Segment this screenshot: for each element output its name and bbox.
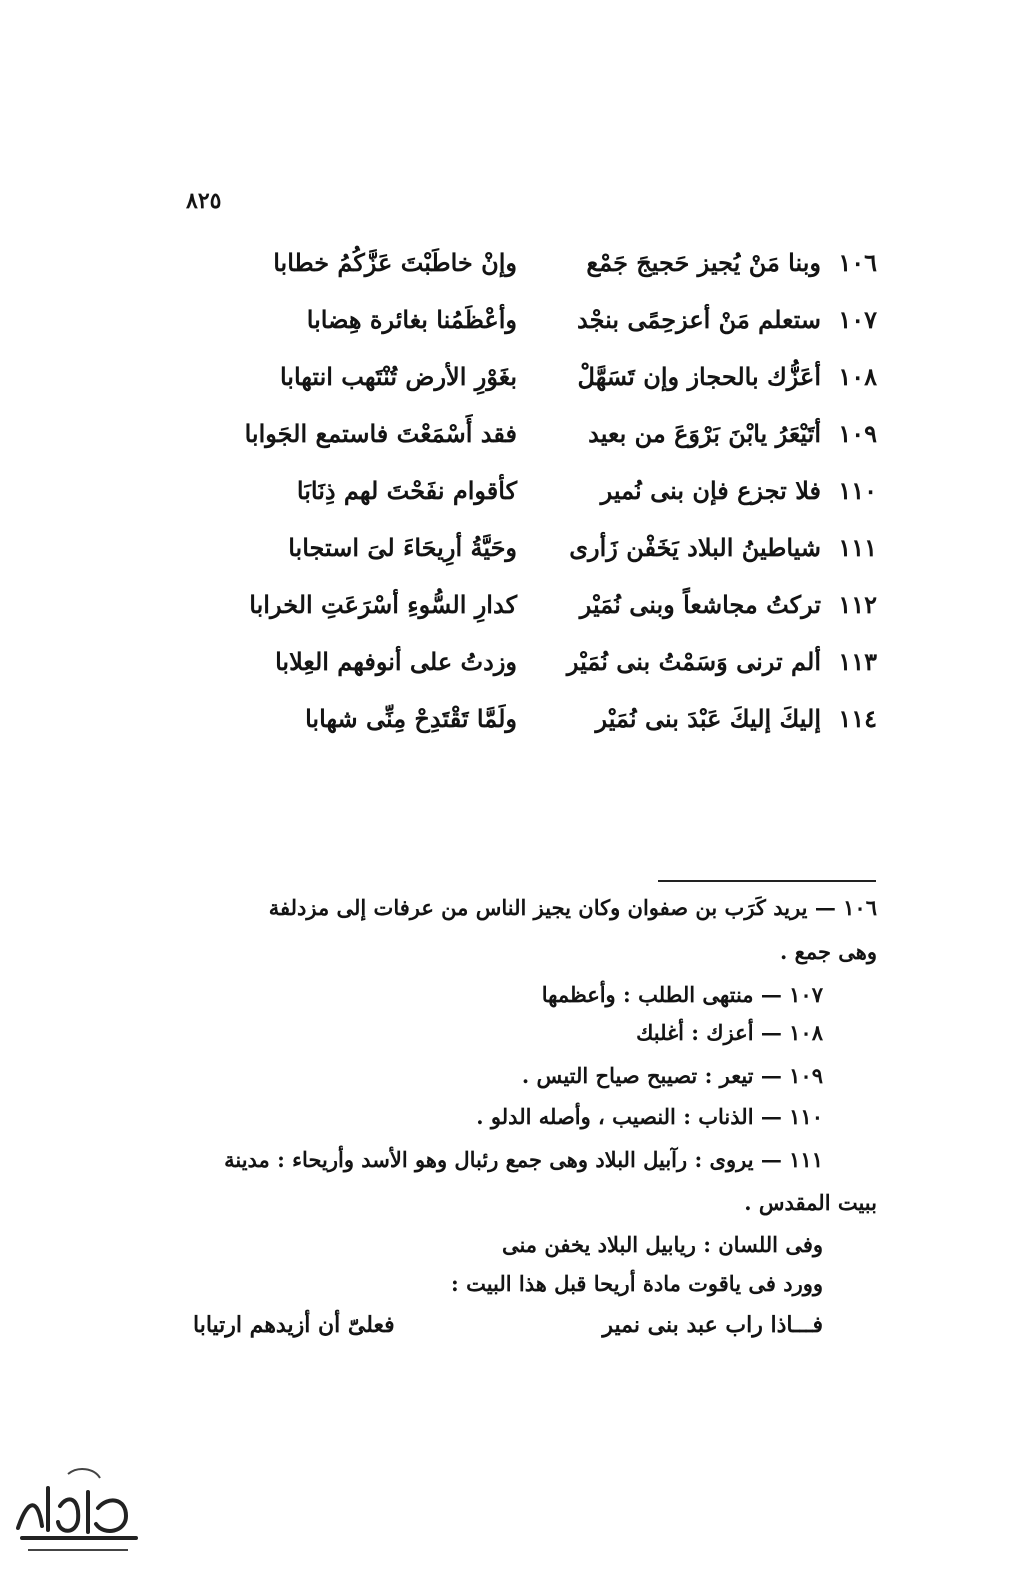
verse-number: ١٠٦ [838, 248, 877, 277]
footnote-line: وهى جمع . [780, 939, 877, 964]
page-number: ٨٢٥ [186, 188, 222, 214]
verse-first-hemistich: أعَزُّك بالحجاز وإن تَسَهَّلْ [577, 362, 821, 391]
verse-line [227, 643, 877, 683]
verse-first-hemistich: وبنا مَنْ يُجيز حَجيجَ جَمْع [586, 248, 821, 277]
verse-first-hemistich: أتَيْعَرُ يابْنَ بَرْوَعَ من بعيد [588, 419, 821, 448]
verse-number: ١١٤ [838, 704, 877, 733]
verse-line [227, 244, 877, 284]
footnote-line: وورد فى ياقوت مادة أريحا قبل هذا البيت : [451, 1271, 823, 1296]
verse-line [227, 358, 877, 398]
verse-second-hemistich: ولَمَّا تَقْتَدِحْ مِنِّى شهابا [305, 704, 517, 733]
verse-number: ١١٢ [838, 590, 877, 619]
verse-number: ١١١ [838, 533, 877, 562]
verse-first-hemistich: ستعلم مَنْ أعزحِمًى بنجْد [577, 305, 821, 334]
quoted-verse [193, 1308, 823, 1348]
verse-number: ١٠٧ [838, 305, 877, 334]
verse-second-hemistich: كأقوام نفَحْتَ لهم ذِنَابَا [296, 476, 517, 505]
footnote-line: ١٠٩ — تيعر : تصيبح صياح التيس . [521, 1063, 823, 1088]
verse-second-hemistich: وإنْ خاطَبْتَ عَزَّكُمُ خطابا [273, 248, 517, 277]
footnote-line: ١١٠ — الذناب : النصيب ، وأصله الدلو . [476, 1104, 823, 1129]
verse-number: ١٠٨ [838, 362, 877, 391]
verse-line [227, 529, 877, 569]
verse-line [227, 472, 877, 512]
verse-line [227, 301, 877, 341]
footnote-line: ببيت المقدس . [744, 1190, 877, 1215]
verse-first-hemistich: شياطينُ البلاد يَخَفْن زَأرى [569, 533, 821, 562]
verse-first-hemistich: إليكَ إليكَ عَبْدَ بنى نُمَيْر [595, 704, 821, 733]
footnote-line: ١١١ — يروى : رآبيل البلاد وهى جمع رئبال وهو الأسد وأريحاء : مدينة [224, 1147, 823, 1172]
verse-second-hemistich: فقد أَسْمَعْتَ فاستمع الجَوابا [244, 419, 517, 448]
quoted-verse-second-hemistich: فعلىّ أن أزيدهم ارتيابا [193, 1312, 395, 1338]
verse-second-hemistich: بغَوْرِ الأرض تُنْتَهب انتهابا [279, 362, 517, 391]
verse-number: ١١٠ [838, 476, 877, 505]
verse-second-hemistich: وزدتُ على أنوفهم العِلابا [275, 647, 517, 676]
footnote-line: ١٠٦ — يريد كَرَب بن صفوان وكان يجيز الناس من عرفات إلى مزدلفة [268, 895, 877, 920]
quoted-verse-first-hemistich: فـــاذا راب عبد بنى نمير [602, 1312, 823, 1338]
footnote-line: ١٠٨ — أعزك : أغلبك [636, 1020, 823, 1045]
verse-first-hemistich: ألم ترنى وَسَمْتُ بنى نُمَيْر [566, 647, 821, 676]
verse-line [227, 415, 877, 455]
verse-number: ١٠٩ [838, 419, 877, 448]
verse-first-hemistich: فلا تجزع فإن بنى نُمير [600, 476, 821, 505]
verse-first-hemistich: تركتُ مجاشعاً وبنى نُمَيْر [579, 590, 821, 619]
verse-second-hemistich: وحَيَّةُ أرِيحَاءَ لىَ استجابا [288, 533, 517, 562]
verse-second-hemistich: كدارِ السُّوءِ أسْرَعَتِ الخرابا [249, 590, 517, 619]
verse-line [227, 586, 877, 626]
library-stamp-logo [8, 1458, 148, 1568]
verse-line [227, 700, 877, 740]
verse-second-hemistich: وأعْظَمُنا بغائرة هِضابا [306, 305, 517, 334]
footnote-line: وفى اللسان : ريابيل البلاد يخفن منى [501, 1232, 823, 1257]
footnote-divider [658, 880, 876, 882]
footnote-line: ١٠٧ — منتهى الطلب : وأعظمها [541, 982, 823, 1007]
verse-number: ١١٣ [838, 647, 877, 676]
